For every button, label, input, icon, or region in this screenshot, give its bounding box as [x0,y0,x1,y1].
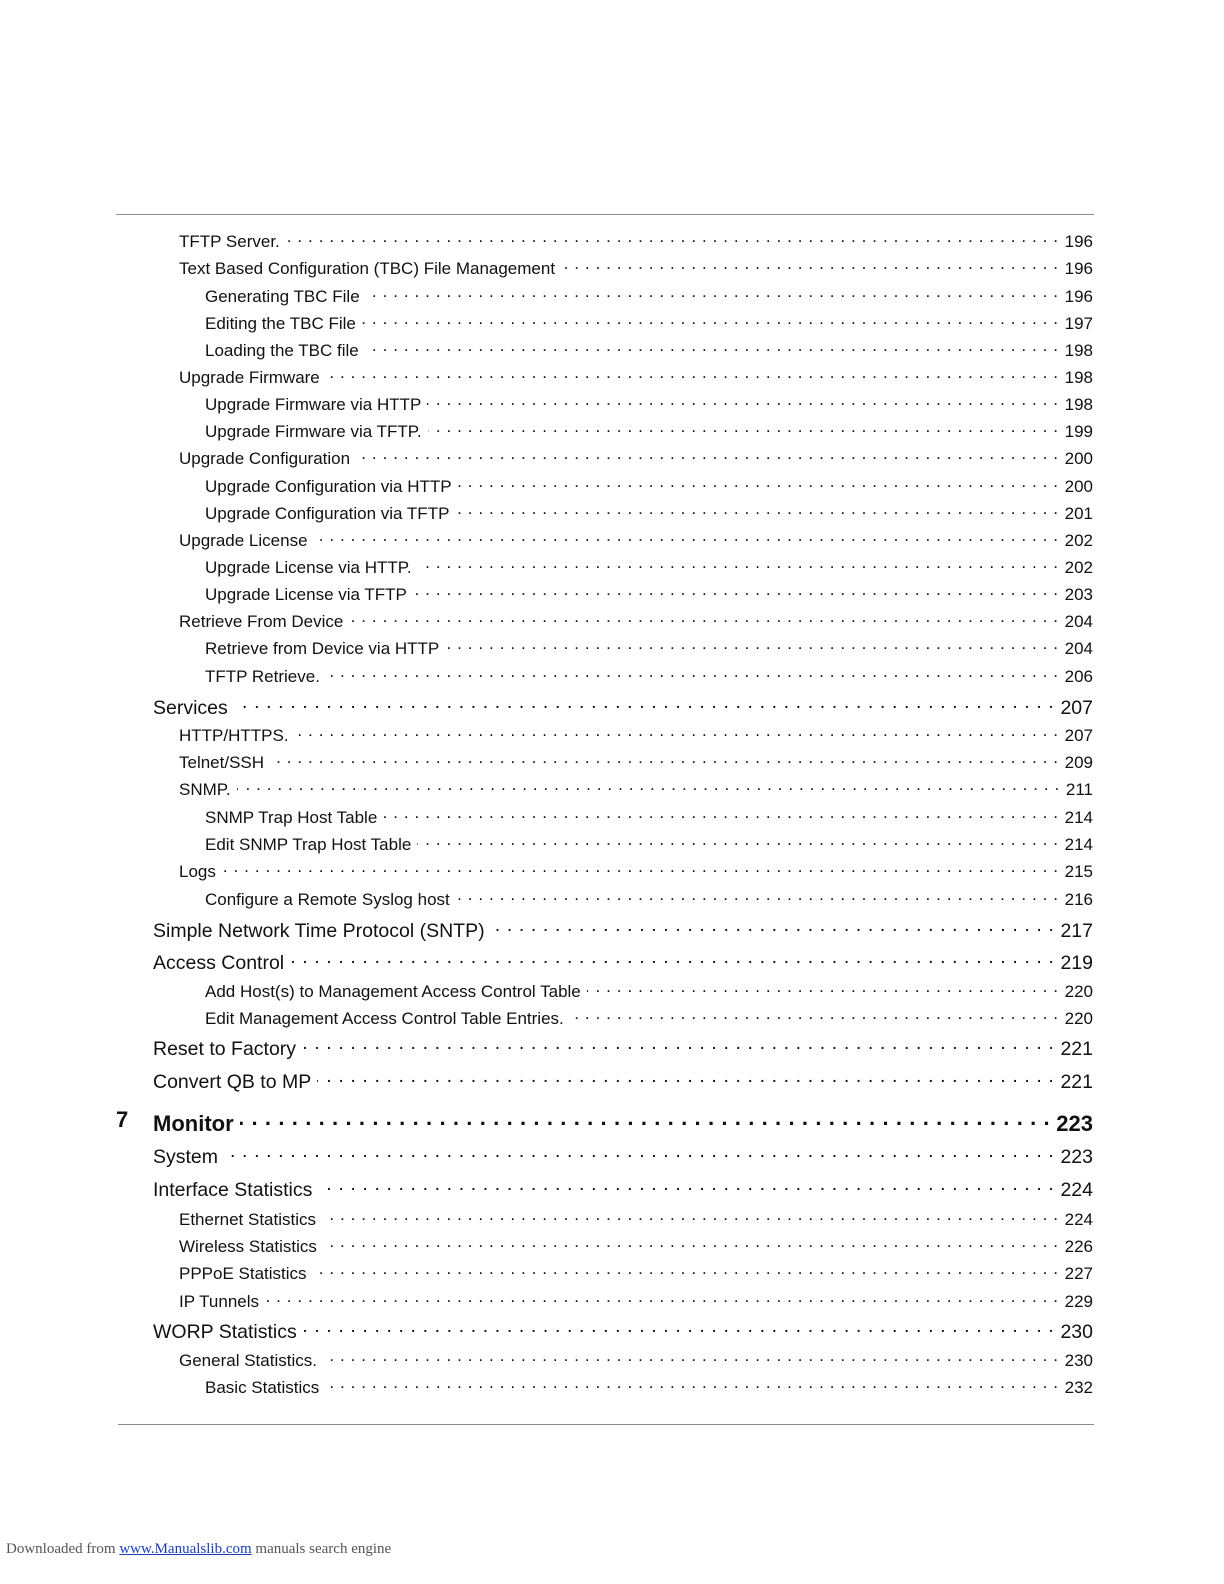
toc-entry-page-number: 203 [1064,584,1093,604]
toc-entry-page-number: 220 [1064,981,1093,1001]
toc-entry[interactable] [179,1288,1093,1312]
toc-entry-page-number: 232 [1064,1377,1093,1397]
toc-entry-title: Upgrade License via HTTP. [205,557,412,577]
toc-entry-page-number: 221 [1060,1038,1093,1061]
toc-entry[interactable] [179,608,1093,632]
toc-entry[interactable] [179,527,1093,551]
dot-leader [326,364,1059,383]
toc-entry-title: Telnet/SSH [179,752,265,772]
toc-entry-page-number: 197 [1064,313,1093,333]
toc-entry-title: Editing the TBC File [205,313,356,333]
dot-leader [445,635,1058,654]
toc-entry-page-number: 209 [1064,752,1093,772]
toc-entry-title: Interface Statistics [153,1179,313,1202]
toc-entry-page-number: 200 [1064,448,1093,468]
toc-entry-title: Services [153,697,228,720]
toc-entry[interactable] [179,1233,1093,1257]
toc-entry-page-number: 217 [1060,920,1093,943]
dot-leader [427,391,1058,410]
toc-entry[interactable] [205,391,1093,415]
dot-leader [286,228,1059,247]
toc-entry-title: General Statistics. [179,1350,317,1370]
toc-entry-page-number: 204 [1064,638,1093,658]
toc-entry[interactable] [205,473,1093,497]
toc-entry[interactable] [205,804,1093,828]
dot-leader [270,749,1059,768]
toc-entry-title: Upgrade License [179,530,308,550]
dot-leader [428,418,1059,437]
dot-leader [237,776,1060,795]
toc-entry-page-number: 230 [1060,1321,1093,1344]
toc-entry[interactable] [205,1005,1093,1029]
toc-entry-page-number: 199 [1064,421,1093,441]
toc-entry-page-number: 229 [1064,1291,1093,1311]
toc-entry[interactable] [153,1067,1093,1094]
toc-entry-page-number: 198 [1064,340,1093,360]
dot-leader [323,1347,1059,1366]
toc-entry[interactable] [205,886,1093,910]
toc-entry[interactable] [153,693,1093,720]
toc-entry-title: Reset to Factory [153,1038,297,1061]
toc-entry-title: SNMP Trap Host Table [205,807,378,827]
toc-entry-title: System [153,1146,219,1169]
toc-entry-page-number: 200 [1064,476,1093,496]
toc-entry[interactable] [205,337,1093,361]
toc-entry[interactable] [153,1317,1093,1344]
toc-entry[interactable] [205,635,1093,659]
toc-entry[interactable] [179,1206,1093,1230]
toc-entry-title: Access Control [153,952,285,975]
dot-leader [570,1005,1059,1024]
chapter-number: 7 [116,1107,129,1132]
toc-entry-title: Monitor [153,1111,234,1137]
toc-entry[interactable] [205,310,1093,334]
toc-entry[interactable] [179,445,1093,469]
toc-entry-page-number: 204 [1064,611,1093,631]
toc-entry-page-number: 215 [1064,861,1093,881]
toc-entry-title: Basic Statistics [205,1377,320,1397]
toc-entry[interactable] [205,663,1093,687]
dot-leader [317,1067,1054,1088]
toc-entry-title: Add Host(s) to Management Access Control Table [205,981,581,1001]
toc-entry-title: Edit Management Access Control Table Entries. [205,1008,564,1028]
download-footer [6,1541,391,1558]
dot-leader [303,1317,1055,1338]
toc-entry[interactable] [153,1107,1093,1137]
toc-entry[interactable] [179,858,1093,882]
toc-entry-page-number: 214 [1064,807,1093,827]
footer-suffix: manuals search engine [255,1541,392,1557]
toc-entry-title: Generating TBC File [205,286,360,306]
toc-entry-title: Upgrade License via TFTP [205,584,407,604]
toc-entry-page-number: 224 [1060,1179,1093,1202]
toc-entry[interactable] [205,500,1093,524]
toc-entry-title: Loading the TBC file [205,340,359,360]
toc-entry[interactable] [205,978,1093,1002]
toc-entry-title: Convert QB to MP [153,1071,312,1094]
toc-entry-title: Ethernet Statistics [179,1209,317,1229]
toc-entry-page-number: 219 [1060,952,1093,975]
toc-entry-title: Edit SNMP Trap Host Table [205,834,412,854]
toc-entry[interactable] [179,749,1093,773]
toc-entry[interactable] [153,1034,1093,1061]
dot-leader [418,554,1059,573]
toc-entry[interactable] [205,554,1093,578]
toc-entry-title: Configure a Remote Syslog host [205,889,450,909]
toc-entry-page-number: 196 [1064,258,1093,278]
dot-leader [240,1107,1051,1131]
toc-entry-page-number: 206 [1064,666,1093,686]
dot-leader [222,858,1059,877]
toc-entry-page-number: 198 [1064,367,1093,387]
bottom-rule [118,1424,1094,1425]
toc-entry[interactable] [179,1347,1093,1371]
toc-entry-title: TFTP Server. [179,231,280,251]
toc-entry-title: HTTP/HTTPS. [179,725,289,745]
toc-entry-page-number: 227 [1064,1263,1093,1283]
dot-leader [587,978,1059,997]
toc-entry-page-number: 198 [1064,394,1093,414]
toc-entry[interactable] [179,228,1093,252]
dot-leader [456,886,1059,905]
dot-leader [290,948,1054,969]
toc-entry-title: Upgrade Firmware via TFTP. [205,421,422,441]
toc-entry-page-number: 201 [1064,503,1093,523]
toc-entry-title: Upgrade Firmware [179,367,320,387]
toc-entry-page-number: 223 [1060,1146,1093,1169]
toc-entry[interactable] [153,948,1093,975]
dot-leader [318,1175,1054,1196]
toc-entry-page-number: 211 [1065,779,1093,799]
toc-entry[interactable] [179,255,1093,279]
toc-entry-title: IP Tunnels [179,1291,260,1311]
toc-entry[interactable] [179,722,1093,746]
dot-leader [224,1142,1054,1163]
toc-entry-page-number: 223 [1056,1111,1093,1137]
toc-entry-page-number: 220 [1064,1008,1093,1028]
toc-entry-title: TFTP Retrieve. [205,666,320,686]
dot-leader [362,310,1059,329]
dot-leader [326,663,1059,682]
toc-entry-title: Upgrade Configuration via HTTP [205,476,452,496]
toc-entry-title: Retrieve from Device via HTTP [205,638,440,658]
toc-entry[interactable] [205,1374,1093,1398]
dot-leader [413,581,1059,600]
dot-leader [561,255,1059,274]
dot-leader [455,500,1058,519]
toc-entry[interactable] [153,1142,1093,1169]
dot-leader [365,337,1059,356]
toc-entry-title: SNMP. [179,779,231,799]
toc-entry-page-number: 207 [1064,725,1093,745]
footer-prefix: Downloaded from [6,1541,116,1557]
dot-leader [417,831,1058,850]
toc-entry[interactable] [205,581,1093,605]
dot-leader [313,1260,1059,1279]
dot-leader [314,527,1059,546]
toc-entry-page-number: 226 [1064,1236,1093,1256]
dot-leader [234,693,1055,714]
dot-leader [323,1233,1059,1252]
toc-entry[interactable] [179,364,1093,388]
dot-leader [295,722,1059,741]
toc-entry-page-number: 214 [1064,834,1093,854]
toc-entry-title: Upgrade Configuration via TFTP [205,503,450,523]
toc-entry[interactable] [179,776,1093,800]
dot-leader [322,1206,1059,1225]
toc-entry-page-number: 196 [1064,286,1093,306]
toc-entry-page-number: 202 [1064,530,1093,550]
toc-entry[interactable] [205,418,1093,442]
dot-leader [325,1374,1058,1393]
toc-entry-page-number: 221 [1060,1071,1093,1094]
dot-leader [383,804,1058,823]
toc-entry[interactable] [205,283,1093,307]
toc-entry-title: Logs [179,861,216,881]
toc-entry-page-number: 230 [1064,1350,1093,1370]
toc-entry[interactable] [153,916,1093,943]
toc-entry-page-number: 202 [1064,557,1093,577]
toc-entry-page-number: 196 [1064,231,1093,251]
toc-entry[interactable] [179,1260,1093,1284]
toc-entry-title: Upgrade Firmware via HTTP [205,394,422,414]
toc-entry-title: WORP Statistics [153,1321,297,1344]
toc-entry-page-number: 207 [1060,697,1093,720]
dot-leader [265,1288,1059,1307]
toc-entry-title: Text Based Configuration (TBC) File Management [179,258,556,278]
toc-entry-title: Upgrade Configuration [179,448,351,468]
toc-entry-page-number: 216 [1064,889,1093,909]
dot-leader [302,1034,1054,1055]
manualslib-link[interactable]: www.Manualslib.com [119,1541,252,1557]
dot-leader [349,608,1058,627]
toc-entry-title: PPPoE Statistics [179,1263,307,1283]
toc-entry-page-number: 224 [1064,1209,1093,1229]
toc-entry-title: Simple Network Time Protocol (SNTP) [153,920,485,943]
dot-leader [366,283,1059,302]
toc-entry[interactable] [153,1175,1093,1202]
toc-entry[interactable] [205,831,1093,855]
dot-leader [491,916,1055,937]
toc-entry-title: Wireless Statistics [179,1236,317,1256]
dot-leader [458,473,1059,492]
dot-leader [356,445,1059,464]
toc-entry-title: Retrieve From Device [179,611,344,631]
